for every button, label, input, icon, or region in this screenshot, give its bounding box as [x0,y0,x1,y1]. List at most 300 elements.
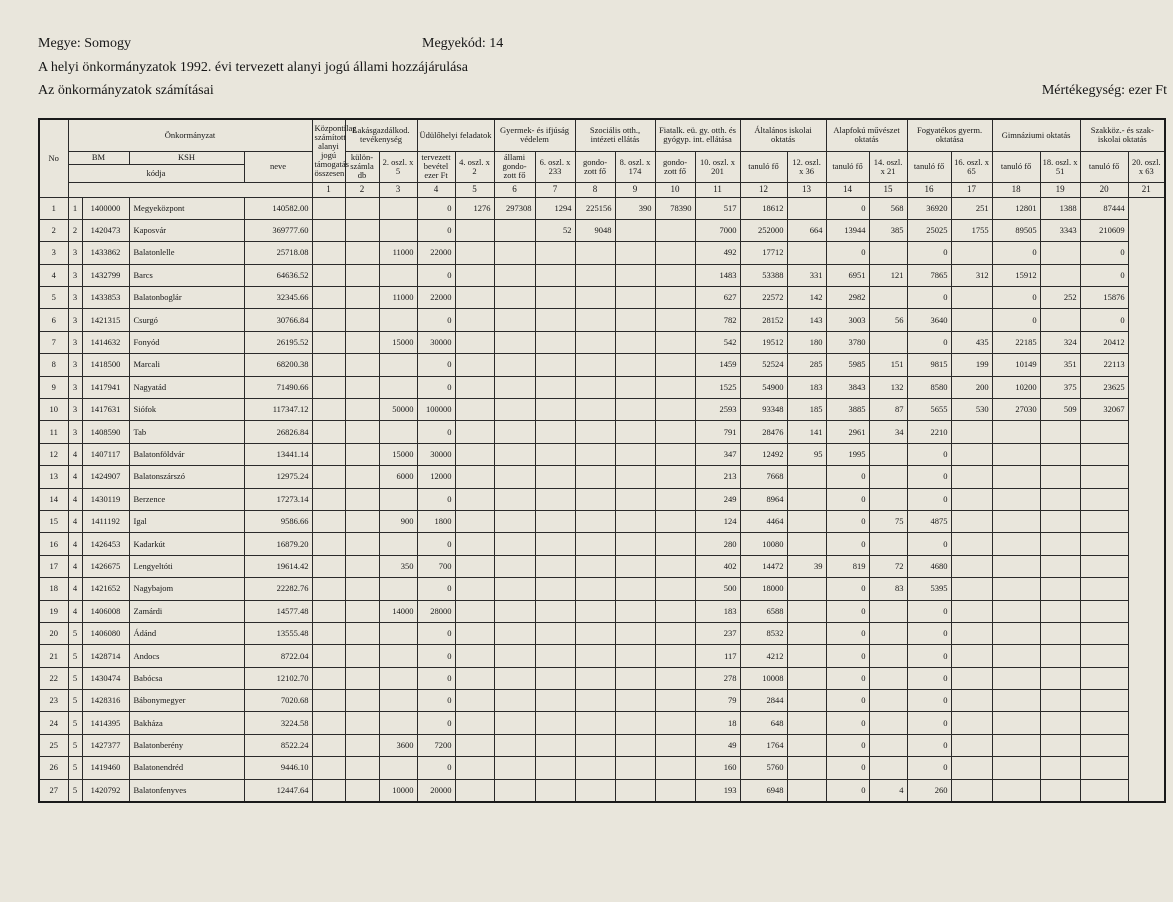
data-cell [494,645,535,667]
data-cell: 0 [826,197,869,219]
data-cell [655,354,695,376]
central-support: 117347.12 [244,399,312,421]
data-cell: 0 [417,645,455,667]
data-cell [455,600,494,622]
data-cell: 1755 [951,219,992,241]
central-support: 16879.20 [244,533,312,555]
data-cell: 2844 [740,690,787,712]
data-cell: 12801 [992,197,1040,219]
municipality-name: Fonyód [129,331,244,353]
data-cell [1080,466,1128,488]
data-cell: 285 [787,354,826,376]
row-number: 26 [39,757,68,779]
data-cell: 49 [695,734,740,756]
data-cell [1040,488,1080,510]
ksh-code: 1418500 [82,354,129,376]
data-cell: 0 [907,242,951,264]
data-cell [575,287,615,309]
ksh-code: 1421652 [82,578,129,600]
central-support: 12102.70 [244,667,312,689]
data-cell [1040,242,1080,264]
data-cell: 782 [695,309,740,331]
data-cell: 0 [826,488,869,510]
table-row [39,331,1165,353]
data-cell [1080,690,1128,712]
data-cell [787,578,826,600]
data-cell: 2982 [826,287,869,309]
sub-header: 18. oszl. x 51 [1040,151,1080,182]
data-cell: 331 [787,264,826,286]
data-cell: 297308 [494,197,535,219]
data-cell [1080,645,1128,667]
data-cell [312,712,345,734]
data-cell [535,309,575,331]
ksh-code: 1433862 [82,242,129,264]
data-cell: 385 [869,219,907,241]
data-cell [787,712,826,734]
data-cell: 249 [695,488,740,510]
data-cell: 0 [992,242,1040,264]
data-cell [455,421,494,443]
data-cell: 2593 [695,399,740,421]
data-cell [455,578,494,600]
bm-code: 3 [68,264,82,286]
data-cell: 0 [417,667,455,689]
data-cell: 10000 [379,779,417,802]
data-cell [455,331,494,353]
table-row [39,443,1165,465]
data-cell: 0 [417,309,455,331]
data-cell [312,555,345,577]
data-cell: 0 [907,645,951,667]
sub-header: 6. oszl. x 233 [535,151,575,182]
column-number [68,182,312,197]
data-cell: 530 [951,399,992,421]
data-cell [455,779,494,802]
data-cell: 1294 [535,197,575,219]
data-cell [655,555,695,577]
data-cell [575,309,615,331]
data-cell: 50000 [379,399,417,421]
data-cell [1040,600,1080,622]
data-cell [655,309,695,331]
data-cell [494,399,535,421]
data-cell [345,331,379,353]
data-cell: 22572 [740,287,787,309]
data-cell: 0 [907,712,951,734]
data-cell [345,309,379,331]
data-cell [1080,488,1128,510]
sub-header: gondo- zott fő [655,151,695,182]
data-cell [992,645,1040,667]
data-cell: 79 [695,690,740,712]
data-cell [655,264,695,286]
data-cell [494,622,535,644]
data-cell: 5395 [907,578,951,600]
data-cell [312,533,345,555]
data-cell [992,443,1040,465]
data-cell [1040,309,1080,331]
data-cell [455,712,494,734]
data-cell [1040,734,1080,756]
data-cell [312,219,345,241]
data-cell [869,712,907,734]
data-cell [494,734,535,756]
data-cell [869,757,907,779]
ksh-code: 1433853 [82,287,129,309]
data-cell [787,533,826,555]
bm-code: 1 [68,197,82,219]
data-cell [575,578,615,600]
data-cell: 0 [907,533,951,555]
data-cell [345,219,379,241]
ksh-code: 1427377 [82,734,129,756]
data-cell: 1800 [417,510,455,532]
data-cell: 0 [907,757,951,779]
data-cell [615,622,655,644]
data-cell [869,533,907,555]
row-number: 18 [39,578,68,600]
data-cell [345,712,379,734]
data-cell [951,779,992,802]
table-row [39,712,1165,734]
column-number: 21 [1128,182,1165,197]
central-support: 3224.58 [244,712,312,734]
data-cell [345,600,379,622]
data-cell [1080,533,1128,555]
data-cell: 10080 [740,533,787,555]
data-cell: 18612 [740,197,787,219]
table-row [39,421,1165,443]
data-cell [535,622,575,644]
data-cell [312,309,345,331]
table-row [39,242,1165,264]
data-cell [1080,712,1128,734]
sub-header: tervezett bevétel ezer Ft [417,151,455,182]
data-cell: 7200 [417,734,455,756]
data-cell: 1483 [695,264,740,286]
data-cell [615,354,655,376]
data-cell: 193 [695,779,740,802]
bm-code: 4 [68,510,82,532]
data-cell: 0 [826,645,869,667]
data-cell [535,354,575,376]
data-cell [787,645,826,667]
data-cell [951,578,992,600]
data-cell [951,757,992,779]
municipality-name: Kadarkút [129,533,244,555]
data-cell [345,466,379,488]
bm-code: 5 [68,712,82,734]
data-cell [345,399,379,421]
data-cell: 0 [907,600,951,622]
data-cell [312,354,345,376]
data-cell: 15912 [992,264,1040,286]
data-cell [951,645,992,667]
bm-code: 5 [68,734,82,756]
data-cell: 8964 [740,488,787,510]
data-cell: 0 [992,287,1040,309]
data-cell [615,264,655,286]
central-support: 26826.84 [244,421,312,443]
municipality-name: Babócsa [129,667,244,689]
data-cell: 30000 [417,443,455,465]
data-cell [1080,555,1128,577]
data-cell [455,645,494,667]
data-cell: 83 [869,578,907,600]
data-cell: 78390 [655,197,695,219]
data-cell: 18000 [740,578,787,600]
sub-header: 4. oszl. x 2 [455,151,494,182]
municipality-name: Balatonendréd [129,757,244,779]
group-header: Szakköz.- és szak- iskolai oktatás [1080,119,1165,151]
data-cell [379,578,417,600]
bm-code: 5 [68,622,82,644]
data-cell: 2961 [826,421,869,443]
data-cell [992,466,1040,488]
bm-code: 3 [68,399,82,421]
municipality-name: Ádánd [129,622,244,644]
municipality-name: Andocs [129,645,244,667]
data-cell [312,242,345,264]
data-cell [494,667,535,689]
column-number: 11 [695,182,740,197]
central-support: 17273.14 [244,488,312,510]
data-cell: 22113 [1080,354,1128,376]
bm-code: 5 [68,667,82,689]
group-header: Üdülőhelyi feladatok [417,119,494,151]
data-cell: 351 [1040,354,1080,376]
data-cell: 9048 [575,219,615,241]
central-support: 22282.76 [244,578,312,600]
data-cell: 375 [1040,376,1080,398]
data-cell [379,488,417,510]
column-number: 8 [575,182,615,197]
data-cell: 15000 [379,331,417,353]
data-cell: 72 [869,555,907,577]
data-cell [535,555,575,577]
data-cell: 260 [907,779,951,802]
municipality-name: Balatonszárszó [129,466,244,488]
data-cell: 183 [695,600,740,622]
data-cell: 664 [787,219,826,241]
sub-header: 8. oszl. x 174 [615,151,655,182]
data-cell: 3003 [826,309,869,331]
data-cell [379,421,417,443]
data-cell: 0 [826,712,869,734]
data-cell [869,645,907,667]
column-number: 14 [826,182,869,197]
data-cell [312,488,345,510]
data-cell [455,287,494,309]
row-number: 19 [39,600,68,622]
data-cell [345,622,379,644]
data-cell [869,443,907,465]
data-cell [575,757,615,779]
data-cell [951,667,992,689]
data-cell [655,757,695,779]
data-cell [455,443,494,465]
data-cell: 141 [787,421,826,443]
table-row [39,533,1165,555]
row-number: 11 [39,421,68,443]
central-support: 12447.64 [244,779,312,802]
document-title: A helyi önkormányzatok 1992. évi tervezett alanyi jogú állami hozzájárulása [38,60,468,75]
data-cell [535,645,575,667]
column-number: 3 [379,182,417,197]
data-cell: 27030 [992,399,1040,421]
column-number: 16 [907,182,951,197]
data-cell: 4875 [907,510,951,532]
data-cell: 25025 [907,219,951,241]
central-support: 9586.66 [244,510,312,532]
data-cell [455,622,494,644]
data-cell [575,712,615,734]
data-cell: 517 [695,197,740,219]
data-cell [951,466,992,488]
data-cell [345,645,379,667]
row-number: 22 [39,667,68,689]
data-cell [992,757,1040,779]
row-number: 2 [39,219,68,241]
data-cell [455,533,494,555]
data-cell: 7865 [907,264,951,286]
data-cell: 7000 [695,219,740,241]
data-cell [455,264,494,286]
central-support: 19614.42 [244,555,312,577]
bm-code: 3 [68,287,82,309]
data-cell [1040,555,1080,577]
table-row [39,622,1165,644]
bm-code: 5 [68,645,82,667]
data-cell [951,600,992,622]
data-cell [869,667,907,689]
data-cell [575,421,615,443]
data-cell: 210609 [1080,219,1128,241]
data-cell [655,331,695,353]
data-cell [575,488,615,510]
data-cell [312,331,345,353]
column-number: 15 [869,182,907,197]
table-row [39,734,1165,756]
data-cell [1080,622,1128,644]
data-cell [655,219,695,241]
bm-code: 4 [68,600,82,622]
ksh-code: 1430119 [82,488,129,510]
data-cell: 56 [869,309,907,331]
bm-code: 4 [68,466,82,488]
data-cell [615,690,655,712]
row-number: 10 [39,399,68,421]
sub-header: külön- számla db [345,151,379,182]
data-cell: 19512 [740,331,787,353]
row-number: 24 [39,712,68,734]
municipality-header: Önkormányzat [68,119,312,151]
data-cell [1040,757,1080,779]
data-cell [615,757,655,779]
data-cell: 117 [695,645,740,667]
central-support: 12975.24 [244,466,312,488]
column-number: 10 [655,182,695,197]
bm-code: 4 [68,555,82,577]
data-cell [379,354,417,376]
data-cell [655,645,695,667]
bm-code: 4 [68,578,82,600]
data-cell: 20412 [1080,331,1128,353]
data-cell [535,757,575,779]
data-cell [655,600,695,622]
bm-code: 3 [68,331,82,353]
contribution-table [38,118,1166,803]
data-cell: 100000 [417,399,455,421]
data-cell [615,600,655,622]
data-cell: 0 [907,287,951,309]
column-number: 20 [1080,182,1128,197]
data-cell [379,533,417,555]
data-cell: 0 [417,488,455,510]
row-number: 3 [39,242,68,264]
data-cell [455,354,494,376]
data-cell [655,779,695,802]
column-number: 6 [494,182,535,197]
data-cell: 151 [869,354,907,376]
table-row [39,466,1165,488]
data-cell: 53388 [740,264,787,286]
data-cell [575,690,615,712]
group-header: Fiatalk. eü. gy. otth. és gyógyp. int. ellátása [655,119,740,151]
sub-header: tanuló fő [1080,151,1128,182]
data-cell: 180 [787,331,826,353]
row-number: 7 [39,331,68,353]
data-cell [494,510,535,532]
data-cell [992,578,1040,600]
row-number: 15 [39,510,68,532]
data-cell: 627 [695,287,740,309]
municipality-name: Bakháza [129,712,244,734]
data-cell [379,376,417,398]
data-cell [615,421,655,443]
data-cell: 10200 [992,376,1040,398]
data-cell: 0 [417,712,455,734]
sub-header: tanuló fő [740,151,787,182]
data-cell [655,488,695,510]
data-cell [655,242,695,264]
data-cell [1040,690,1080,712]
data-cell [345,376,379,398]
data-cell [345,757,379,779]
data-cell [455,510,494,532]
data-cell: 0 [417,264,455,286]
data-cell: 4 [869,779,907,802]
ksh-code: 1421315 [82,309,129,331]
data-cell [1040,421,1080,443]
data-cell: 121 [869,264,907,286]
ksh-header: KSH [129,151,244,164]
data-cell: 0 [417,354,455,376]
data-cell: 251 [951,197,992,219]
data-cell [535,690,575,712]
data-cell [1080,734,1128,756]
data-cell [575,510,615,532]
data-cell [655,622,695,644]
bm-code: 4 [68,488,82,510]
ksh-code: 1428714 [82,645,129,667]
data-cell: 542 [695,331,740,353]
data-cell: 87 [869,399,907,421]
municipality-name: Barcs [129,264,244,286]
data-cell [992,533,1040,555]
data-cell [455,555,494,577]
